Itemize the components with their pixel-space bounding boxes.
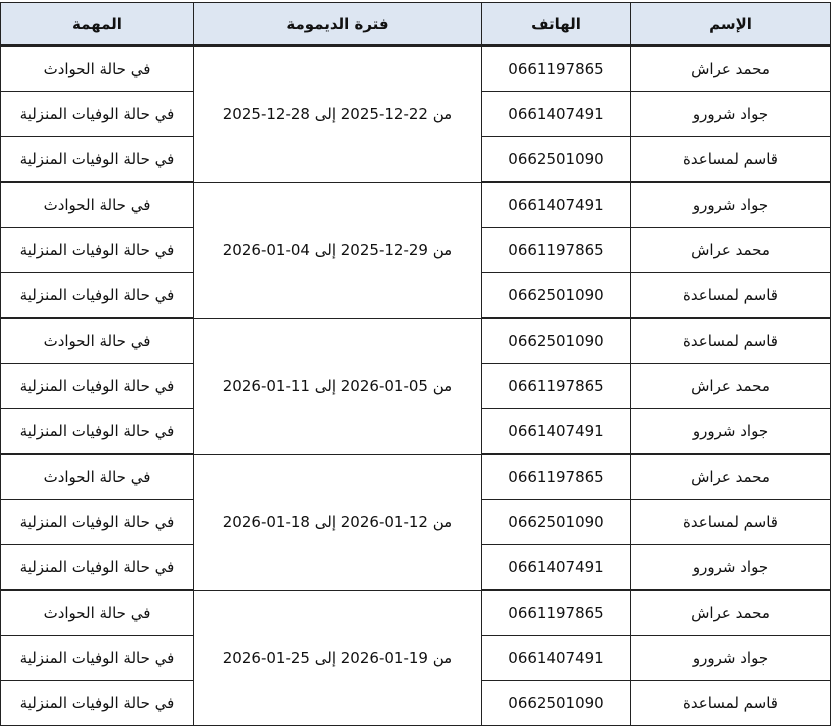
cell-period: من 29-12-2025 إلى 04-01-2026 xyxy=(194,182,482,318)
cell-name: قاسم لمساعدة xyxy=(631,681,831,726)
cell-name: محمد عراش xyxy=(631,228,831,273)
cell-name: جواد شرورو xyxy=(631,545,831,591)
cell-name: محمد عراش xyxy=(631,454,831,500)
cell-phone: 0661197865 xyxy=(482,590,631,636)
cell-phone: 0661197865 xyxy=(482,454,631,500)
cell-phone: 0661197865 xyxy=(482,228,631,273)
cell-task: في حالة الحوادث xyxy=(1,318,194,364)
cell-task: في حالة الحوادث xyxy=(1,454,194,500)
cell-phone: 0661197865 xyxy=(482,46,631,92)
cell-phone: 0661407491 xyxy=(482,92,631,137)
cell-task: في حالة الوفيات المنزلية xyxy=(1,500,194,545)
cell-task: في حالة الوفيات المنزلية xyxy=(1,636,194,681)
header-phone: الهاتف xyxy=(482,3,631,46)
cell-name: محمد عراش xyxy=(631,46,831,92)
table-header-row xyxy=(1,3,831,46)
cell-task: في حالة الوفيات المنزلية xyxy=(1,364,194,409)
cell-task: في حالة الوفيات المنزلية xyxy=(1,92,194,137)
cell-period: من 22-12-2025 إلى 28-12-2025 xyxy=(194,46,482,183)
cell-task: في حالة الوفيات المنزلية xyxy=(1,681,194,726)
cell-phone: 0661407491 xyxy=(482,182,631,228)
cell-task: في حالة الوفيات المنزلية xyxy=(1,228,194,273)
cell-task: في حالة الوفيات المنزلية xyxy=(1,273,194,319)
cell-period: من 12-01-2026 إلى 18-01-2026 xyxy=(194,454,482,590)
cell-name: جواد شرورو xyxy=(631,409,831,455)
cell-name: جواد شرورو xyxy=(631,92,831,137)
cell-phone: 0661407491 xyxy=(482,545,631,591)
cell-task: في حالة الحوادث xyxy=(1,46,194,92)
table-row xyxy=(1,590,831,636)
cell-task: في حالة الحوادث xyxy=(1,590,194,636)
cell-phone: 0661407491 xyxy=(482,636,631,681)
table-row xyxy=(1,318,831,364)
cell-task: في حالة الوفيات المنزلية xyxy=(1,545,194,591)
cell-name: جواد شرورو xyxy=(631,182,831,228)
cell-name: قاسم لمساعدة xyxy=(631,273,831,319)
cell-name: محمد عراش xyxy=(631,364,831,409)
table-row xyxy=(1,454,831,500)
cell-period: من 19-01-2026 إلى 25-01-2026 xyxy=(194,590,482,726)
cell-phone: 0662501090 xyxy=(482,273,631,319)
cell-phone: 0662501090 xyxy=(482,681,631,726)
cell-name: قاسم لمساعدة xyxy=(631,500,831,545)
schedule-table-container xyxy=(0,2,831,726)
cell-task: في حالة الوفيات المنزلية xyxy=(1,137,194,183)
header-period: فترة الديمومة xyxy=(194,3,482,46)
table-row xyxy=(1,46,831,92)
table-row xyxy=(1,182,831,228)
cell-phone: 0661407491 xyxy=(482,409,631,455)
cell-name: قاسم لمساعدة xyxy=(631,318,831,364)
cell-phone: 0661197865 xyxy=(482,364,631,409)
cell-phone: 0662501090 xyxy=(482,500,631,545)
cell-period: من 05-01-2026 إلى 11-01-2026 xyxy=(194,318,482,454)
cell-task: في حالة الوفيات المنزلية xyxy=(1,409,194,455)
table-body xyxy=(1,46,831,726)
header-name: الإسم xyxy=(631,3,831,46)
cell-name: قاسم لمساعدة xyxy=(631,137,831,183)
cell-name: جواد شرورو xyxy=(631,636,831,681)
cell-phone: 0662501090 xyxy=(482,318,631,364)
cell-task: في حالة الحوادث xyxy=(1,182,194,228)
cell-phone: 0662501090 xyxy=(482,137,631,183)
header-task: المهمة xyxy=(1,3,194,46)
cell-name: محمد عراش xyxy=(631,590,831,636)
duty-schedule-table xyxy=(0,2,831,726)
